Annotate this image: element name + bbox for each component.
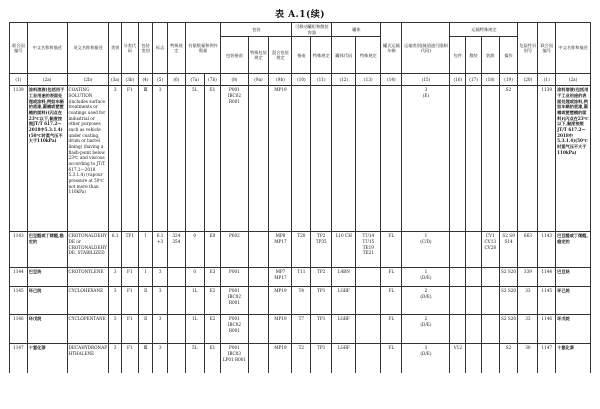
cell-tank-vehicle: FL — [381, 232, 402, 268]
cell-mixed-packing: MP19 — [269, 315, 292, 344]
cell-tank-instructions: T20 — [292, 232, 311, 268]
cell-tank-vehicle — [381, 86, 402, 232]
header-mixed-packing: 混合包装规定 — [269, 37, 292, 74]
cell-chinese-name: 十氢化萘 — [27, 344, 67, 374]
cell-label: 3 — [153, 315, 168, 344]
cell-loading — [481, 315, 499, 344]
cell-label: 3 — [153, 268, 168, 287]
cell-chinese-name-repeat: 环戊烷 — [556, 315, 591, 344]
cell-packing-group: Ⅰ — [138, 268, 153, 287]
cell-mixed-packing: MP19 — [269, 344, 292, 374]
cell-excepted-quantity: E1 — [204, 344, 221, 374]
tunnel-code: (C/D) — [420, 239, 432, 245]
column-number: (5) — [153, 74, 168, 86]
table-title: 表 A.1(续) — [274, 10, 326, 20]
category-number: 3 — [424, 87, 428, 93]
cell-transport-category — [402, 86, 450, 232]
cell-chinese-name: 涂料溶液(包括用于工业用途的表面处理或涂料,例如车辆的底漆,圆桶或琵琶桶的面料)(闪点在23℃以下,黏度按照JT/T 617.2—2018中5.3.1.4)(50℃时蒸气压不大于110kPa) — [27, 86, 67, 232]
cell-bulk — [466, 268, 482, 287]
cell-operation: S2 S20 — [499, 315, 518, 344]
cell-bulk — [466, 86, 482, 232]
cell-chinese-name: 巴豆醛或丁烯醛,稳定的 — [27, 232, 67, 268]
cell-excepted-quantity: E3 — [204, 268, 221, 287]
header-bulk: 散装 — [466, 37, 482, 74]
column-number: (6) — [167, 74, 185, 86]
cell-un: 1145 — [10, 287, 28, 315]
cell-special-provisions: 324 354 — [167, 232, 185, 268]
cell-tank-code-special — [356, 315, 381, 344]
cell-operation: S2 S9 S14 — [499, 232, 518, 268]
cell-operation: S2 — [499, 344, 518, 374]
cell-tank-code-special — [356, 344, 381, 374]
cell-mixed-packing: MP8 MP17 — [269, 232, 292, 268]
cell-code: F1 — [121, 268, 138, 287]
column-number: (1) — [538, 74, 556, 86]
header-class: 类别 — [109, 23, 122, 74]
cell-tank-special: TP2 — [311, 268, 332, 287]
tunnel-code: (E) — [422, 93, 430, 99]
column-number: (17) — [466, 74, 482, 86]
cell-packing-group: Ⅰ — [138, 232, 153, 268]
cell-hazard-id: 33 — [518, 287, 538, 315]
cell-packages — [450, 268, 466, 287]
cell-english-name: CROTONYLENE — [67, 268, 109, 287]
category-number: 2 — [424, 288, 428, 294]
cell-chinese-name-repeat: 巴豆醛或丁烯醛,稳定的 — [556, 232, 591, 268]
cell-un: 1146 — [10, 315, 28, 344]
cell-english-name: CYCLOHEXANE — [67, 287, 109, 315]
column-number: (7b) — [204, 74, 221, 86]
column-number: (9b) — [269, 74, 292, 86]
cell-label: 6.1 +3 — [153, 232, 168, 268]
cell-un: 1139 — [10, 86, 28, 232]
cell-bulk — [466, 315, 482, 344]
header-operation: 操作 — [499, 37, 518, 74]
cell-un-repeat: 1139 — [538, 86, 556, 232]
table-row — [10, 268, 591, 287]
cell-loading — [481, 86, 499, 232]
cell-packages — [450, 232, 466, 268]
cell-transport-category — [402, 268, 450, 287]
cell-class: 3 — [109, 287, 122, 315]
cell-code: TF1 — [121, 232, 138, 268]
cell-label: 3 — [153, 287, 168, 315]
column-number: (15) — [402, 74, 450, 86]
column-number: (3a) — [109, 74, 122, 86]
cell-hazard-id — [518, 86, 538, 232]
cell-class: 3 — [109, 86, 122, 232]
cell-tank-special: TP2 TP35 — [311, 232, 332, 268]
cell-limited-quantity: 0 — [185, 268, 204, 287]
column-number: (8) — [221, 74, 248, 86]
cell-class: 6.1 — [109, 232, 122, 268]
header-label: 标志 — [153, 23, 168, 74]
cell-tank-code-special — [356, 268, 381, 287]
cell-packing-instructions: P001 IBC02 R001 — [221, 287, 248, 315]
cell-mixed-packing: MP19 — [269, 86, 292, 232]
cell-tank-instructions: T2 — [292, 344, 311, 374]
cell-special-provisions — [167, 344, 185, 374]
header-loading: 装卸 — [481, 37, 499, 74]
cell-special-packing — [248, 287, 269, 315]
cell-loading — [481, 287, 499, 315]
cell-tank-code-special: TU14 TU15 TE19 TE21 — [356, 232, 381, 268]
category-number: 1 — [424, 269, 428, 275]
column-number: (2a) — [27, 74, 67, 86]
cell-special-packing — [248, 344, 269, 374]
cell-special-packing — [248, 86, 269, 232]
cell-chinese-name-repeat: 十氢化萘 — [556, 344, 591, 374]
cell-tank-instructions — [292, 86, 311, 232]
cell-code: F1 — [121, 86, 138, 232]
cell-loading — [481, 344, 499, 374]
column-number: (12) — [332, 74, 356, 86]
cell-tank-code-special — [356, 86, 381, 232]
header-tank-code: 罐体代码 — [332, 37, 356, 74]
cell-english-name: DECAHYDRONAPHTHALENE — [67, 344, 109, 374]
column-number: (20) — [518, 74, 538, 86]
header-special-packing: 特殊包装规定 — [248, 37, 269, 74]
cell-operation: S2 S20 — [499, 287, 518, 315]
header-tank-instructions: 指南 — [292, 37, 311, 74]
category-number: 1 — [424, 233, 428, 239]
cell-label: 3 — [153, 86, 168, 232]
cell-english-name: COATING SOLUTION (includes surface treatments or coatings used for industrial or other purposes such as vehicle under coating, drum or barrel lining) (having a flash-point below 23℃ and viscous according to JT/T 617.2—2018 5.3.1.4) (vapour pressure at 50℃ not more than 110kPa) — [67, 86, 109, 232]
cell-limited-quantity: 0 — [185, 232, 204, 268]
table-row — [10, 232, 591, 268]
cell-tank-instructions: T4 — [292, 287, 311, 315]
cell-chinese-name-repeat: 环己烷 — [556, 287, 591, 315]
cell-packages — [450, 315, 466, 344]
cell-limited-quantity: 5L — [185, 344, 204, 374]
table-row — [10, 287, 591, 315]
cell-english-name: CYCLOPENTANE — [67, 315, 109, 344]
cell-chinese-name: 环己烷 — [27, 287, 67, 315]
cell-excepted-quantity: E2 — [204, 287, 221, 315]
column-number: (11) — [311, 74, 332, 86]
cell-transport-category — [402, 344, 450, 374]
cell-operation: S2 S20 — [499, 268, 518, 287]
cell-special-provisions — [167, 315, 185, 344]
column-number: (14) — [381, 74, 402, 86]
cell-special-packing — [248, 315, 269, 344]
column-number: (18) — [481, 74, 499, 86]
cell-code: F1 — [121, 287, 138, 315]
cell-tank-vehicle: FL — [381, 344, 402, 374]
cell-chinese-name-repeat: 涂料溶液(包括用于工业用途的表面处理或涂料,例如车辆的底漆,圆桶或琵琶桶的面料)(闪点在23℃以下,黏度按照JT/T 617.2—2018中5.3.1.4)(50℃时蒸气压不大于110kPa) — [556, 86, 591, 232]
cell-tank-code: LGBF — [332, 287, 356, 315]
cell-un: 1144 — [10, 268, 28, 287]
cell-packing-group: Ⅲ — [138, 344, 153, 374]
table-row — [10, 315, 591, 344]
cell-limited-quantity: 1L — [185, 287, 204, 315]
cell-un: 1143 — [10, 232, 28, 268]
column-number: (4) — [138, 74, 153, 86]
cell-un-repeat: 1144 — [538, 268, 556, 287]
header-packing-instructions: 包装指南 — [221, 37, 248, 74]
header-hazard-id: 危险性识别号 — [518, 23, 538, 74]
cell-tank-code: LGBF — [332, 344, 356, 374]
cell-tank-code: L4BN — [332, 268, 356, 287]
column-number: (13) — [356, 74, 381, 86]
column-number: (1) — [10, 74, 28, 86]
header-packing-group: 包装类别 — [138, 23, 153, 74]
cell-mixed-packing: MP7 MP17 — [269, 268, 292, 287]
cell-bulk — [466, 232, 482, 268]
cell-limited-quantity: 5L — [185, 86, 204, 232]
cell-transport-category — [402, 287, 450, 315]
cell-un-repeat: 1146 — [538, 315, 556, 344]
header-row-1 — [10, 23, 591, 37]
cell-class: 3 — [109, 268, 122, 287]
column-number-row — [10, 74, 591, 86]
column-number: (7a) — [185, 74, 204, 86]
cell-packing-instructions: P001 IBC02 R001 — [221, 315, 248, 344]
column-number: (16) — [450, 74, 466, 86]
cell-label: 3 — [153, 344, 168, 374]
table-row — [10, 344, 591, 374]
tunnel-code: (D/E) — [420, 322, 432, 328]
cell-special-packing — [248, 232, 269, 268]
cell-code: F1 — [121, 344, 138, 374]
cell-excepted-quantity: E2 — [204, 315, 221, 344]
cell-tank-special: TP1 — [311, 287, 332, 315]
cell-english-name: CROTONALDEHYDE or CROTONALDEHYDE, STABILIZED — [67, 232, 109, 268]
cell-tank-vehicle: FL — [381, 268, 402, 287]
category-number: 3 — [424, 345, 428, 351]
header-un-number: 联合国编号 — [10, 23, 28, 74]
cell-excepted-quantity: E0 — [204, 232, 221, 268]
cell-loading: CV1 CV13 CV28 — [481, 232, 499, 268]
cell-special-packing — [248, 268, 269, 287]
tunnel-code: (D/E) — [420, 294, 432, 300]
column-number: (2a) — [556, 74, 591, 86]
cell-packing-instructions: P001 IBC03 LP01 R001 — [221, 344, 248, 374]
column-number: (19) — [499, 74, 518, 86]
header-transport-category: 运输类别(隧道通行限制代码) — [402, 23, 450, 74]
cell-transport-category — [402, 232, 450, 268]
header-tank-special: 特殊规定 — [311, 37, 332, 74]
header-tank-vehicle: 罐式运输车辆 — [381, 23, 402, 74]
header-english-name: 英文名称和描述 — [67, 23, 109, 74]
cell-tank-code: L10 CH — [332, 232, 356, 268]
cell-code: F1 — [121, 315, 138, 344]
cell-tank-special: TP1 — [311, 344, 332, 374]
header-limited-quantities: 有限数量和例外数量 — [185, 23, 221, 74]
cell-tank-vehicle: FL — [381, 315, 402, 344]
cell-class: 3 — [109, 344, 122, 374]
cell-mixed-packing: MP19 — [269, 287, 292, 315]
cell-tank-instructions: T7 — [292, 315, 311, 344]
tunnel-code: (D/E) — [420, 275, 432, 281]
column-number: (9a) — [248, 74, 269, 86]
cell-un-repeat: 1147 — [538, 344, 556, 374]
table-row — [10, 86, 591, 232]
cell-operation: S2 — [499, 86, 518, 232]
column-number: (3b) — [121, 74, 138, 86]
cell-special-provisions — [167, 268, 185, 287]
header-packages: 包件 — [450, 37, 466, 74]
cell-hazard-id: 33 — [518, 315, 538, 344]
header-chinese-name-repeat: 中文名称和描述 — [556, 23, 591, 74]
cell-bulk — [466, 344, 482, 374]
tunnel-code: (D/E) — [420, 351, 432, 357]
cell-tank-instructions: T11 — [292, 268, 311, 287]
cell-transport-category — [402, 315, 450, 344]
cell-hazard-id: 663 — [518, 232, 538, 268]
header-special-provisions: 特殊规定 — [167, 23, 185, 74]
cell-tank-code — [332, 86, 356, 232]
cell-chinese-name: 巴豆炔 — [27, 268, 67, 287]
cell-tank-special: TP1 — [311, 315, 332, 344]
cell-tank-vehicle: FL — [381, 287, 402, 315]
header-portable-tanks: 可移动罐柜和散装容器 — [292, 23, 332, 37]
cell-bulk — [466, 287, 482, 315]
cell-limited-quantity: 1L — [185, 315, 204, 344]
cell-packages — [450, 86, 466, 232]
header-tanks: 罐体 — [332, 23, 381, 37]
header-tank-code-special: 特殊规定 — [356, 37, 381, 74]
dangerous-goods-table — [9, 22, 591, 373]
cell-special-provisions — [167, 287, 185, 315]
cell-tank-code: LGBF — [332, 315, 356, 344]
cell-chinese-name-repeat: 巴豆炔 — [556, 268, 591, 287]
cell-hazard-id: 30 — [518, 344, 538, 374]
cell-packing-instructions: P602 — [221, 232, 248, 268]
cell-packing-instructions: P001 — [221, 268, 248, 287]
cell-packing-instructions: P001 IBC02 R001 — [221, 86, 248, 232]
cell-packages: V12 — [450, 344, 466, 374]
cell-hazard-id: 339 — [518, 268, 538, 287]
cell-chinese-name: 环戊烷 — [27, 315, 67, 344]
cell-special-provisions — [167, 86, 185, 232]
header-packaging: 包装 — [221, 23, 292, 37]
header-transport-special: 运输特殊规定 — [450, 23, 518, 37]
cell-loading — [481, 268, 499, 287]
cell-packing-group: Ⅱ — [138, 315, 153, 344]
cell-packages — [450, 287, 466, 315]
header-classification-code: 分类代码 — [121, 23, 138, 74]
cell-un-repeat: 1145 — [538, 287, 556, 315]
cell-un-repeat: 1143 — [538, 232, 556, 268]
cell-class: 3 — [109, 315, 122, 344]
cell-excepted-quantity: E1 — [204, 86, 221, 232]
header-un-number-repeat: 联合国编号 — [538, 23, 556, 74]
column-number: (2b) — [67, 74, 109, 86]
cell-tank-code-special — [356, 287, 381, 315]
header-chinese-name: 中文名称和描述 — [27, 23, 67, 74]
cell-packing-group: Ⅲ — [138, 86, 153, 232]
cell-packing-group: Ⅱ — [138, 287, 153, 315]
column-number: (10) — [292, 74, 311, 86]
cell-un: 1147 — [10, 344, 28, 374]
cell-tank-special — [311, 86, 332, 232]
category-number: 2 — [424, 316, 428, 322]
